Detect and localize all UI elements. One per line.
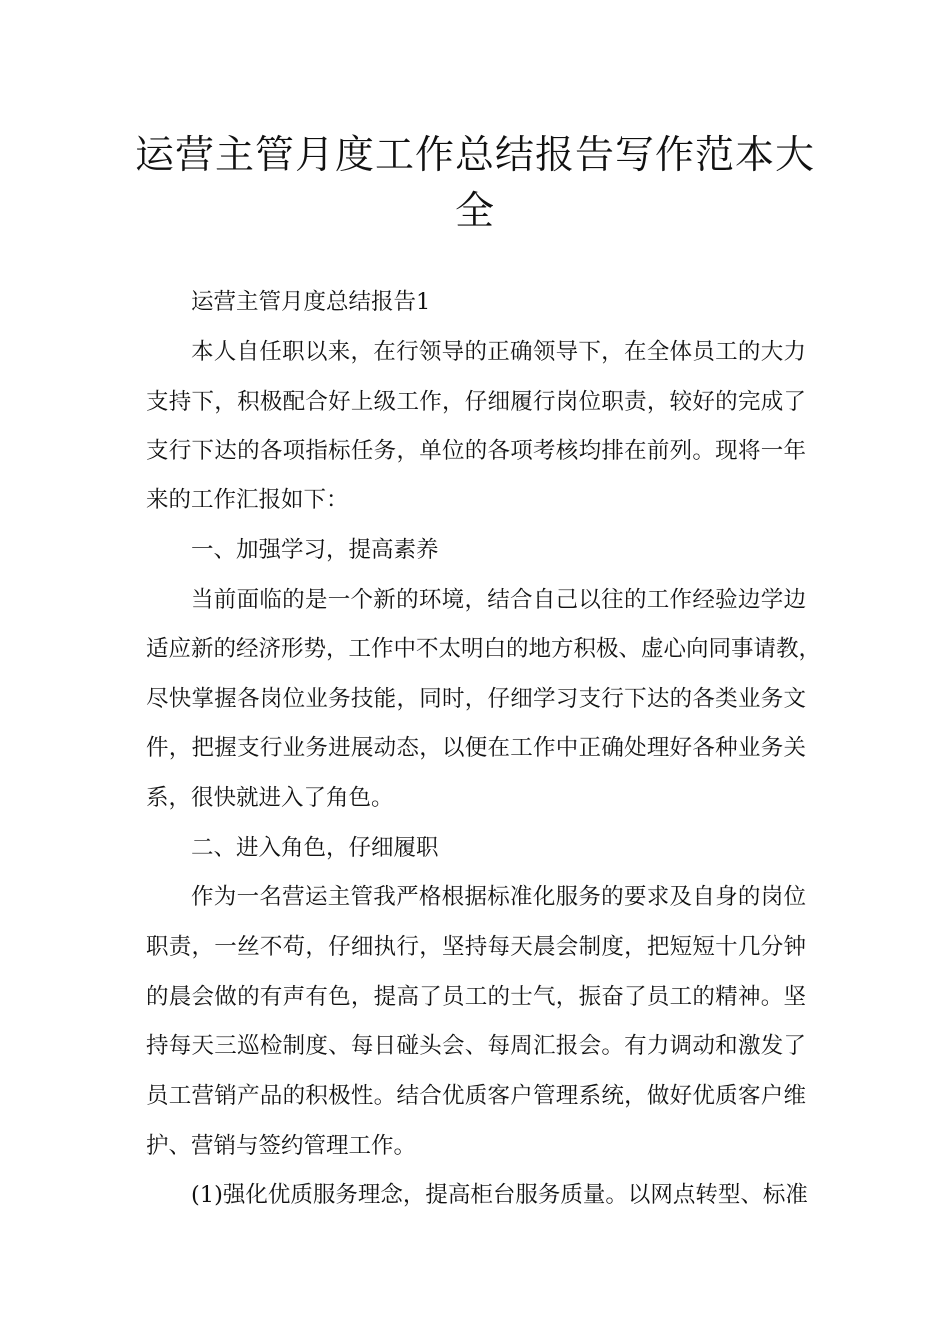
body-line: 作为一名营运主管我严格根据标准化服务的要求及自身的岗位 <box>191 884 806 910</box>
body-line: 护、营销与签约管理工作。 <box>146 1133 417 1159</box>
body-line: 尽快掌握各岗位业务技能，同时，仔细学习支行下达的各类业务文 <box>146 686 806 712</box>
body-line: 系，很快就进入了角色。 <box>146 785 394 811</box>
body-line: 员工营销产品的积极性。结合优质客户管理系统，做好优质客户维 <box>146 1083 806 1109</box>
body-line: (1)强化优质服务理念，提高柜台服务质量。以网点转型、标准 <box>191 1182 808 1208</box>
body-line: 适应新的经济形势，工作中不太明白的地方积极、虚心向同事请教， <box>146 636 822 662</box>
document-title-line-1: 运营主管月度工作总结报告写作范本大 <box>134 133 815 178</box>
body-line: 的晨会做的有声有色，提高了员工的士气，振奋了员工的精神。坚 <box>146 984 806 1010</box>
section-heading: 二、进入角色，仔细履职 <box>191 835 439 861</box>
body-line: 件，把握支行业务进展动态，以便在工作中正确处理好各种业务关 <box>146 735 806 761</box>
body-line: 来的工作汇报如下： <box>146 487 349 513</box>
body-line: 支行下达的各项指标任务，单位的各项考核均排在前列。现将一年 <box>146 438 806 464</box>
body-line: 当前面临的是一个新的环境，结合自己以往的工作经验边学边 <box>191 587 806 613</box>
body-line: 本人自任职以来，在行领导的正确领导下，在全体员工的大力 <box>191 339 806 365</box>
body-line: 支持下，积极配合好上级工作，仔细履行岗位职责，较好的完成了 <box>146 389 806 415</box>
body-line: 职责，一丝不苟，仔细执行，坚持每天晨会制度，把短短十几分钟 <box>146 934 806 960</box>
document-title-line-2: 全 <box>454 189 495 234</box>
section-heading: 一、加强学习，提高素养 <box>191 537 439 563</box>
document-title <box>100 128 850 240</box>
body-line: 持每天三巡检制度、每日碰头会、每周汇报会。有力调动和激发了 <box>146 1033 806 1059</box>
section-heading: 运营主管月度总结报告1 <box>191 289 431 315</box>
